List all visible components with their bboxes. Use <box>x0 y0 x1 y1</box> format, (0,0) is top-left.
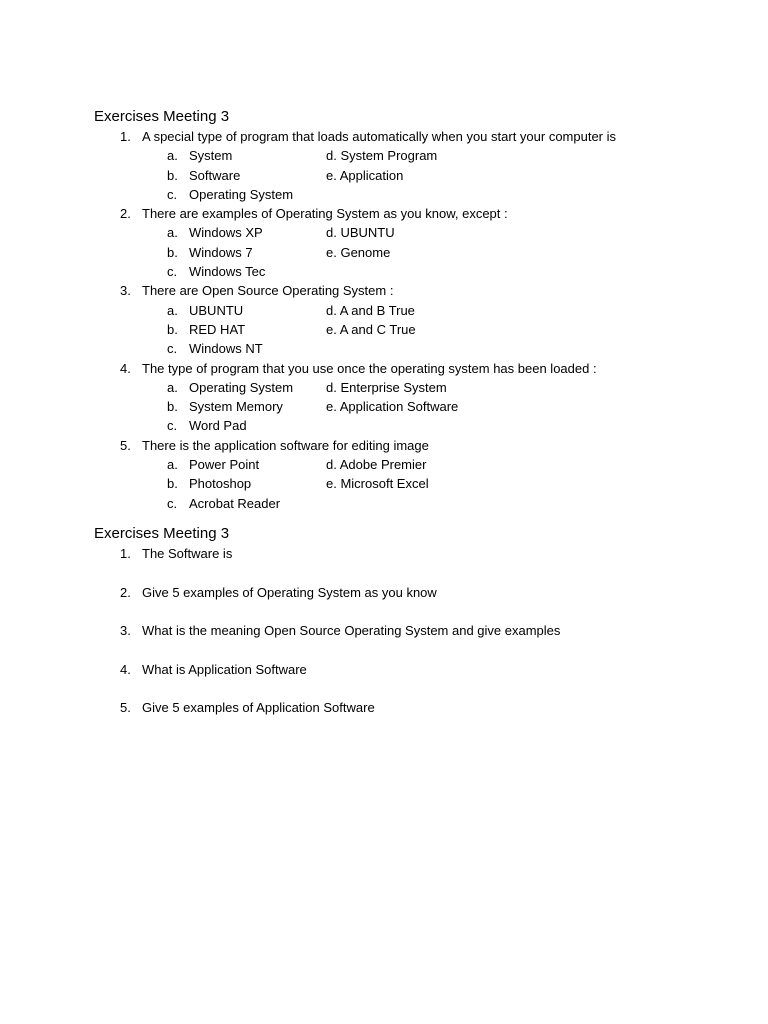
answer-space <box>94 640 734 659</box>
option-row <box>94 166 734 185</box>
option-text: Operating System <box>189 186 294 202</box>
option-text: Operating System <box>189 379 294 395</box>
option-letter: b. <box>167 476 178 492</box>
option-letter: a. <box>167 225 178 241</box>
question-text: Give 5 examples of Application Software <box>142 700 375 716</box>
question-list <box>94 127 734 513</box>
question-number: 1. <box>120 129 131 144</box>
option-text: Photoshop <box>189 476 252 492</box>
answer-space <box>94 602 734 621</box>
answer-space <box>94 679 734 698</box>
option-letter: a. <box>167 457 178 473</box>
option-text-right: d. A and B True <box>326 302 415 318</box>
option-letter: b. <box>167 321 178 337</box>
option-text: Windows NT <box>189 341 263 357</box>
option-letter: c. <box>167 341 178 357</box>
question-text: There are examples of Operating System as you know, except : <box>142 206 508 222</box>
essay-section <box>94 524 734 718</box>
question-item <box>94 204 734 223</box>
option-text-right: e. A and C True <box>326 321 416 337</box>
option-letter: c. <box>167 264 178 280</box>
question-list <box>94 544 734 718</box>
question-text: What is Application Software <box>142 661 307 677</box>
option-row <box>94 243 734 262</box>
question-text: What is the meaning Open Source Operating System and give examples <box>142 623 561 639</box>
question-item <box>94 281 734 300</box>
essay-question-item <box>94 583 734 602</box>
question-text: The type of program that you use once the operating system has been loaded : <box>142 360 597 376</box>
option-row <box>94 223 734 242</box>
option-text-right: d. Adobe Premier <box>326 457 427 473</box>
question-item <box>94 436 734 455</box>
section-heading: Exercises Meeting 3 <box>94 525 230 542</box>
option-row <box>94 397 734 416</box>
question-text: The Software is <box>142 546 233 561</box>
option-row <box>94 146 734 165</box>
option-letter: c. <box>167 495 178 511</box>
option-text: UBUNTU <box>189 302 244 318</box>
question-number: 4. <box>120 661 131 677</box>
option-text-right: e. Microsoft Excel <box>326 476 429 492</box>
question-number: 2. <box>120 584 131 600</box>
question-item <box>94 359 734 378</box>
option-text: Power Point <box>189 457 260 473</box>
option-text: System <box>189 148 233 164</box>
option-row <box>94 494 734 513</box>
question-item <box>94 127 734 146</box>
question-number: 2. <box>120 206 131 222</box>
option-text-right: e. Genome <box>326 244 391 260</box>
option-row <box>94 262 734 281</box>
question-text: A special type of program that loads automatically when you start your computer is <box>142 129 617 144</box>
option-text: Windows XP <box>189 225 263 241</box>
option-letter: c. <box>167 186 178 202</box>
option-row <box>94 301 734 320</box>
question-number: 1. <box>120 546 131 561</box>
option-row <box>94 339 734 358</box>
question-number: 5. <box>120 437 131 453</box>
option-letter: b. <box>167 167 178 183</box>
question-text: Give 5 examples of Operating System as you know <box>142 584 437 600</box>
option-letter: a. <box>167 302 178 318</box>
option-letter: b. <box>167 244 178 260</box>
option-text-right: d. UBUNTU <box>326 225 395 241</box>
essay-question-item <box>94 660 734 679</box>
option-text-right: d. System Program <box>326 148 438 164</box>
essay-question-item <box>94 544 734 563</box>
option-row <box>94 416 734 435</box>
question-number: 3. <box>120 283 131 299</box>
option-text: RED HAT <box>189 321 246 337</box>
option-text: Windows 7 <box>189 244 253 260</box>
section-heading: Exercises Meeting 3 <box>94 108 230 125</box>
option-letter: a. <box>167 379 178 395</box>
essay-question-item <box>94 698 734 717</box>
option-row <box>94 320 734 339</box>
question-text: There are Open Source Operating System : <box>142 283 394 299</box>
question-number: 3. <box>120 623 131 639</box>
question-number: 4. <box>120 360 131 376</box>
essay-question-item <box>94 621 734 640</box>
answer-space <box>94 563 734 582</box>
option-text-right: e. Application <box>326 167 404 183</box>
option-row <box>94 455 734 474</box>
option-text: Windows Tec <box>189 264 266 280</box>
question-number: 5. <box>120 700 131 716</box>
question-text: There is the application software for editing image <box>142 437 429 453</box>
option-text: Acrobat Reader <box>189 495 281 511</box>
option-text-right: e. Application Software <box>326 399 459 415</box>
option-row <box>94 185 734 204</box>
multiple-choice-section <box>94 107 734 513</box>
option-text: Software <box>189 167 241 183</box>
option-text: System Memory <box>189 399 283 415</box>
option-letter: c. <box>167 418 178 434</box>
option-letter: a. <box>167 148 178 164</box>
option-letter: b. <box>167 399 178 415</box>
option-text: Word Pad <box>189 418 247 434</box>
option-text-right: d. Enterprise System <box>326 379 447 395</box>
option-row <box>94 474 734 493</box>
option-row <box>94 378 734 397</box>
